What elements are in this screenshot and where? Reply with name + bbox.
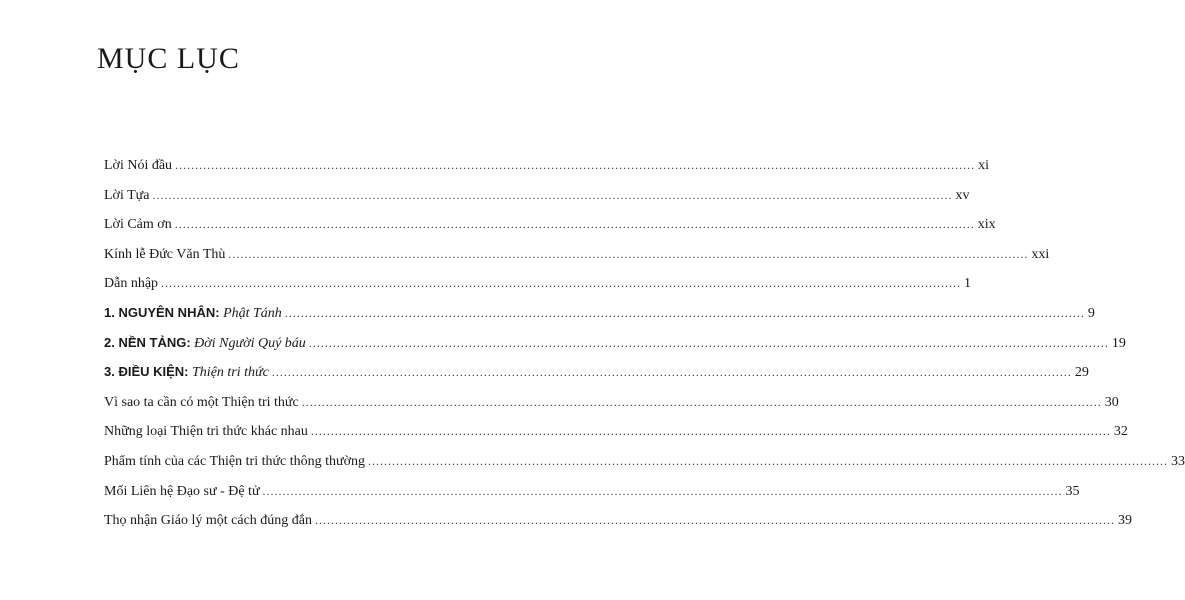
dot-leader: ........................................................................................................................................................................................................ <box>301 394 1102 409</box>
toc-chapter-entry <box>104 362 1089 392</box>
toc-entry <box>104 273 972 303</box>
toc-page-number: xix <box>977 217 996 233</box>
dot-leader: ........................................................................................................................................................................................................ <box>284 305 1085 320</box>
toc-page-number: 39 <box>1118 513 1133 529</box>
toc-entry-label: Vì sao ta cần có một Thiện tri thức <box>104 394 299 410</box>
chapter-title: Thiện tri thức <box>192 365 269 381</box>
toc-entry-label: Lời Tựa <box>104 187 150 203</box>
toc-chapter-entry <box>104 333 1126 363</box>
toc-entry <box>104 421 1128 451</box>
dot-leader: ........................................................................................................................................................................................................ <box>271 365 1072 380</box>
toc-entry <box>104 481 1080 511</box>
toc-entry-label: Lời Nói đầu <box>104 158 173 173</box>
toc-entry <box>104 214 996 244</box>
toc-entry <box>104 244 1050 274</box>
toc-page-number: 32 <box>1113 424 1128 440</box>
toc-chapter-entry <box>104 303 1095 333</box>
toc-entry <box>104 155 989 185</box>
toc-entry-label: Dẫn nhập <box>104 276 159 292</box>
toc-entry-label: Mối Liên hệ Đạo sư - Đệ tử <box>104 483 260 499</box>
dot-leader: ........................................................................................................................................................................................................ <box>161 276 962 291</box>
toc-entry-label: Thọ nhận Giáo lý một cách đúng đắn <box>104 513 313 529</box>
toc-page-number: 33 <box>1171 453 1185 469</box>
toc-entry-label: Phẩm tính của các Thiện tri thức thông thường <box>104 453 366 469</box>
toc-page-number: 35 <box>1065 483 1080 499</box>
toc-entry <box>104 510 1133 540</box>
dot-leader: ........................................................................................................................................................................................................ <box>308 335 1109 350</box>
toc-page-number: 30 <box>1104 394 1119 410</box>
dot-leader: ........................................................................................................................................................................................................ <box>262 483 1063 498</box>
toc-page-number: 1 <box>964 276 972 292</box>
toc-entry-label: Lời Cảm ơn <box>104 217 172 233</box>
toc-entry <box>104 392 1119 422</box>
toc-page-number: 29 <box>1074 365 1089 381</box>
chapter-prefix: 3. ĐIỀU KIỆN: <box>104 364 189 380</box>
toc-entry <box>104 451 1185 481</box>
dot-leader: ........................................................................................................................................................................................................ <box>310 424 1111 439</box>
toc-entry-label <box>104 333 306 354</box>
toc-page-number: 9 <box>1087 305 1095 321</box>
toc-page-number: xv <box>955 187 970 203</box>
toc-entry <box>104 185 970 215</box>
toc-entry-label: Những loại Thiện tri thức khác nhau <box>104 424 308 440</box>
table-of-contents <box>104 155 1185 540</box>
toc-page-number: 19 <box>1111 335 1126 351</box>
toc-page-number: xxi <box>1031 246 1050 262</box>
dot-leader: ........................................................................................................................................................................................................ <box>228 246 1029 261</box>
chapter-title: Phật Tánh <box>223 305 282 321</box>
dot-leader: ........................................................................................................................................................................................................ <box>175 158 976 172</box>
chapter-prefix: 1. NGUYÊN NHÂN: <box>104 304 220 320</box>
toc-entry-label <box>104 362 269 383</box>
chapter-prefix: 2. NỀN TẢNG: <box>104 334 191 350</box>
page-title: MỤC LỤC <box>97 42 240 75</box>
dot-leader: ........................................................................................................................................................................................................ <box>315 513 1116 528</box>
toc-page-number: xi <box>978 158 989 173</box>
toc-entry-label: Kính lễ Đức Văn Thù <box>104 246 226 262</box>
dot-leader: ........................................................................................................................................................................................................ <box>152 187 953 202</box>
dot-leader: ........................................................................................................................................................................................................ <box>368 453 1169 468</box>
dot-leader: ........................................................................................................................................................................................................ <box>174 217 975 232</box>
toc-entry-label <box>104 303 282 324</box>
chapter-title: Đời Người Quý báu <box>194 335 306 351</box>
